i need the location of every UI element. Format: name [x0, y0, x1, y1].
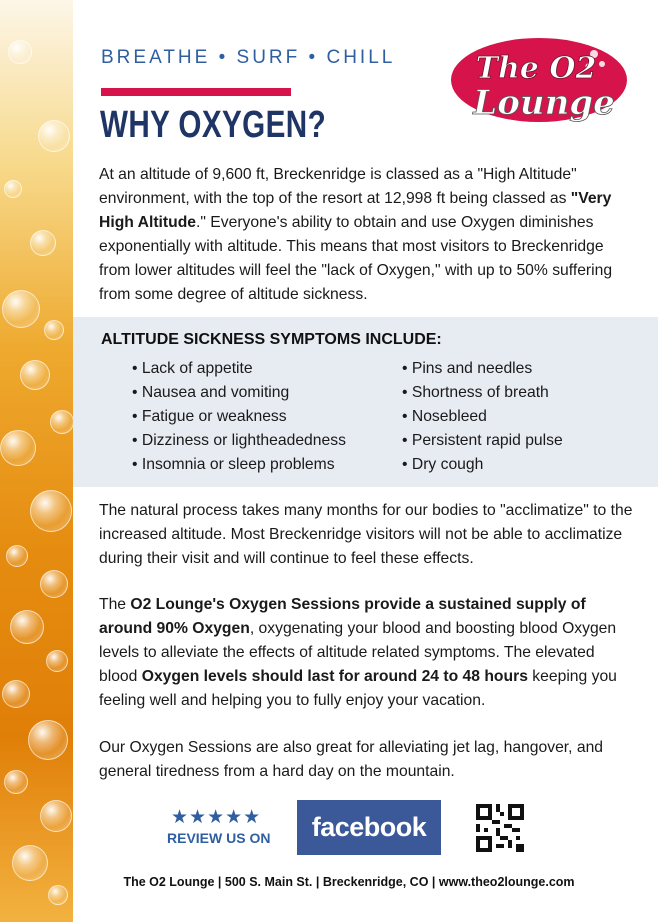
- symptom-item: • Nosebleed: [402, 405, 563, 429]
- bubble: [38, 120, 70, 152]
- intro-text-1: At an altitude of 9,600 ft, Breckenridge is classed as a "High Altitude" environment, with the top of the resort at 12,998 ft being classed as: [99, 166, 577, 207]
- bubble: [28, 720, 68, 760]
- logo-bubble: [599, 61, 605, 67]
- symptom-item: • Lack of appetite: [132, 357, 346, 381]
- bubble: [44, 320, 64, 340]
- bubble: [50, 410, 73, 434]
- symptom-item: • Insomnia or sleep problems: [132, 453, 346, 477]
- symptom-item: • Nausea and vomiting: [132, 381, 346, 405]
- intro-text-2: ." Everyone's ability to obtain and use Oxygen diminishes exponentially with altitude. This means that most visitors to Breckenridge from lower altitudes will feel the "lack of Oxygen," with up to 50% suffering from some degree of altitude sickness.: [99, 214, 613, 303]
- acclimatize-paragraph: The natural process takes many months for our bodies to "acclimatize" to the increased altitude. Most Breckenridge visitors will not be able to acclimatize during their visit and will continue to feel these effects.: [99, 502, 633, 567]
- symptoms-list-right: [402, 357, 563, 477]
- symptom-item: • Shortness of breath: [402, 381, 563, 405]
- o2-lounge-logo: [444, 36, 634, 134]
- bubble: [6, 545, 28, 567]
- sessions-text-3: keeping you feeling well and helping you to fully enjoy your vacation.: [99, 668, 617, 709]
- symptom-item: • Persistent rapid pulse: [402, 429, 563, 453]
- bubble: [40, 800, 72, 832]
- page-title: WHY OXYGEN?: [100, 104, 327, 146]
- sessions-paragraph: [99, 593, 635, 713]
- bubble: [10, 610, 44, 644]
- bubble: [20, 360, 50, 390]
- symptoms-title: ALTITUDE SICKNESS SYMPTOMS INCLUDE:: [101, 331, 442, 348]
- logo-text-line1: The O2: [475, 51, 597, 86]
- bubble: [40, 570, 68, 598]
- bubble: [0, 430, 36, 466]
- bubble-decoration-strip: [0, 0, 73, 922]
- bubble: [46, 650, 68, 672]
- bubble: [4, 180, 22, 198]
- bubble: [30, 230, 56, 256]
- sessions-text-1: The: [99, 596, 131, 613]
- bubble: [2, 290, 40, 328]
- tagline: BREATHE • SURF • CHILL: [101, 47, 396, 68]
- sessions-text-2: , oxygenating your blood and boosting blood Oxygen levels to alleviate the effects of altitude related symptoms. The elevated blood: [99, 620, 617, 685]
- symptom-item: • Dizziness or lightheadedness: [132, 429, 346, 453]
- footer-address: The O2 Lounge | 500 S. Main St. | Breckenridge, CO | www.theo2lounge.com: [123, 875, 575, 889]
- bubble: [4, 770, 28, 794]
- qr-code-icon[interactable]: [476, 804, 524, 852]
- symptom-item: • Pins and needles: [402, 357, 563, 381]
- facebook-button[interactable]: facebook: [297, 800, 441, 855]
- intro-paragraph: [99, 163, 635, 307]
- sessions-bold-2: Oxygen levels should last for around 24 to 48 hours: [141, 668, 528, 685]
- bubble: [30, 490, 72, 532]
- logo-text-line2: Lounge: [473, 83, 615, 123]
- five-star-rating: ★★★★★: [171, 807, 262, 828]
- symptom-item: • Fatigue or weakness: [132, 405, 346, 429]
- review-us-label: REVIEW US ON: [167, 830, 271, 846]
- title-accent-bar: [101, 88, 291, 96]
- symptom-item: • Dry cough: [402, 453, 563, 477]
- bubble: [8, 40, 32, 64]
- bubble: [2, 680, 30, 708]
- sessions-bold-1: O2 Lounge's Oxygen Sessions provide a sustained supply of around 90% Oxygen: [99, 596, 586, 637]
- extra-benefits-paragraph: Our Oxygen Sessions are also great for alleviating jet lag, hangover, and general tiredness from a hard day on the mountain.: [99, 739, 604, 780]
- symptoms-list-left: [132, 357, 346, 477]
- symptoms-panel: [73, 317, 658, 487]
- intro-bold: "Very High Altitude: [99, 190, 612, 231]
